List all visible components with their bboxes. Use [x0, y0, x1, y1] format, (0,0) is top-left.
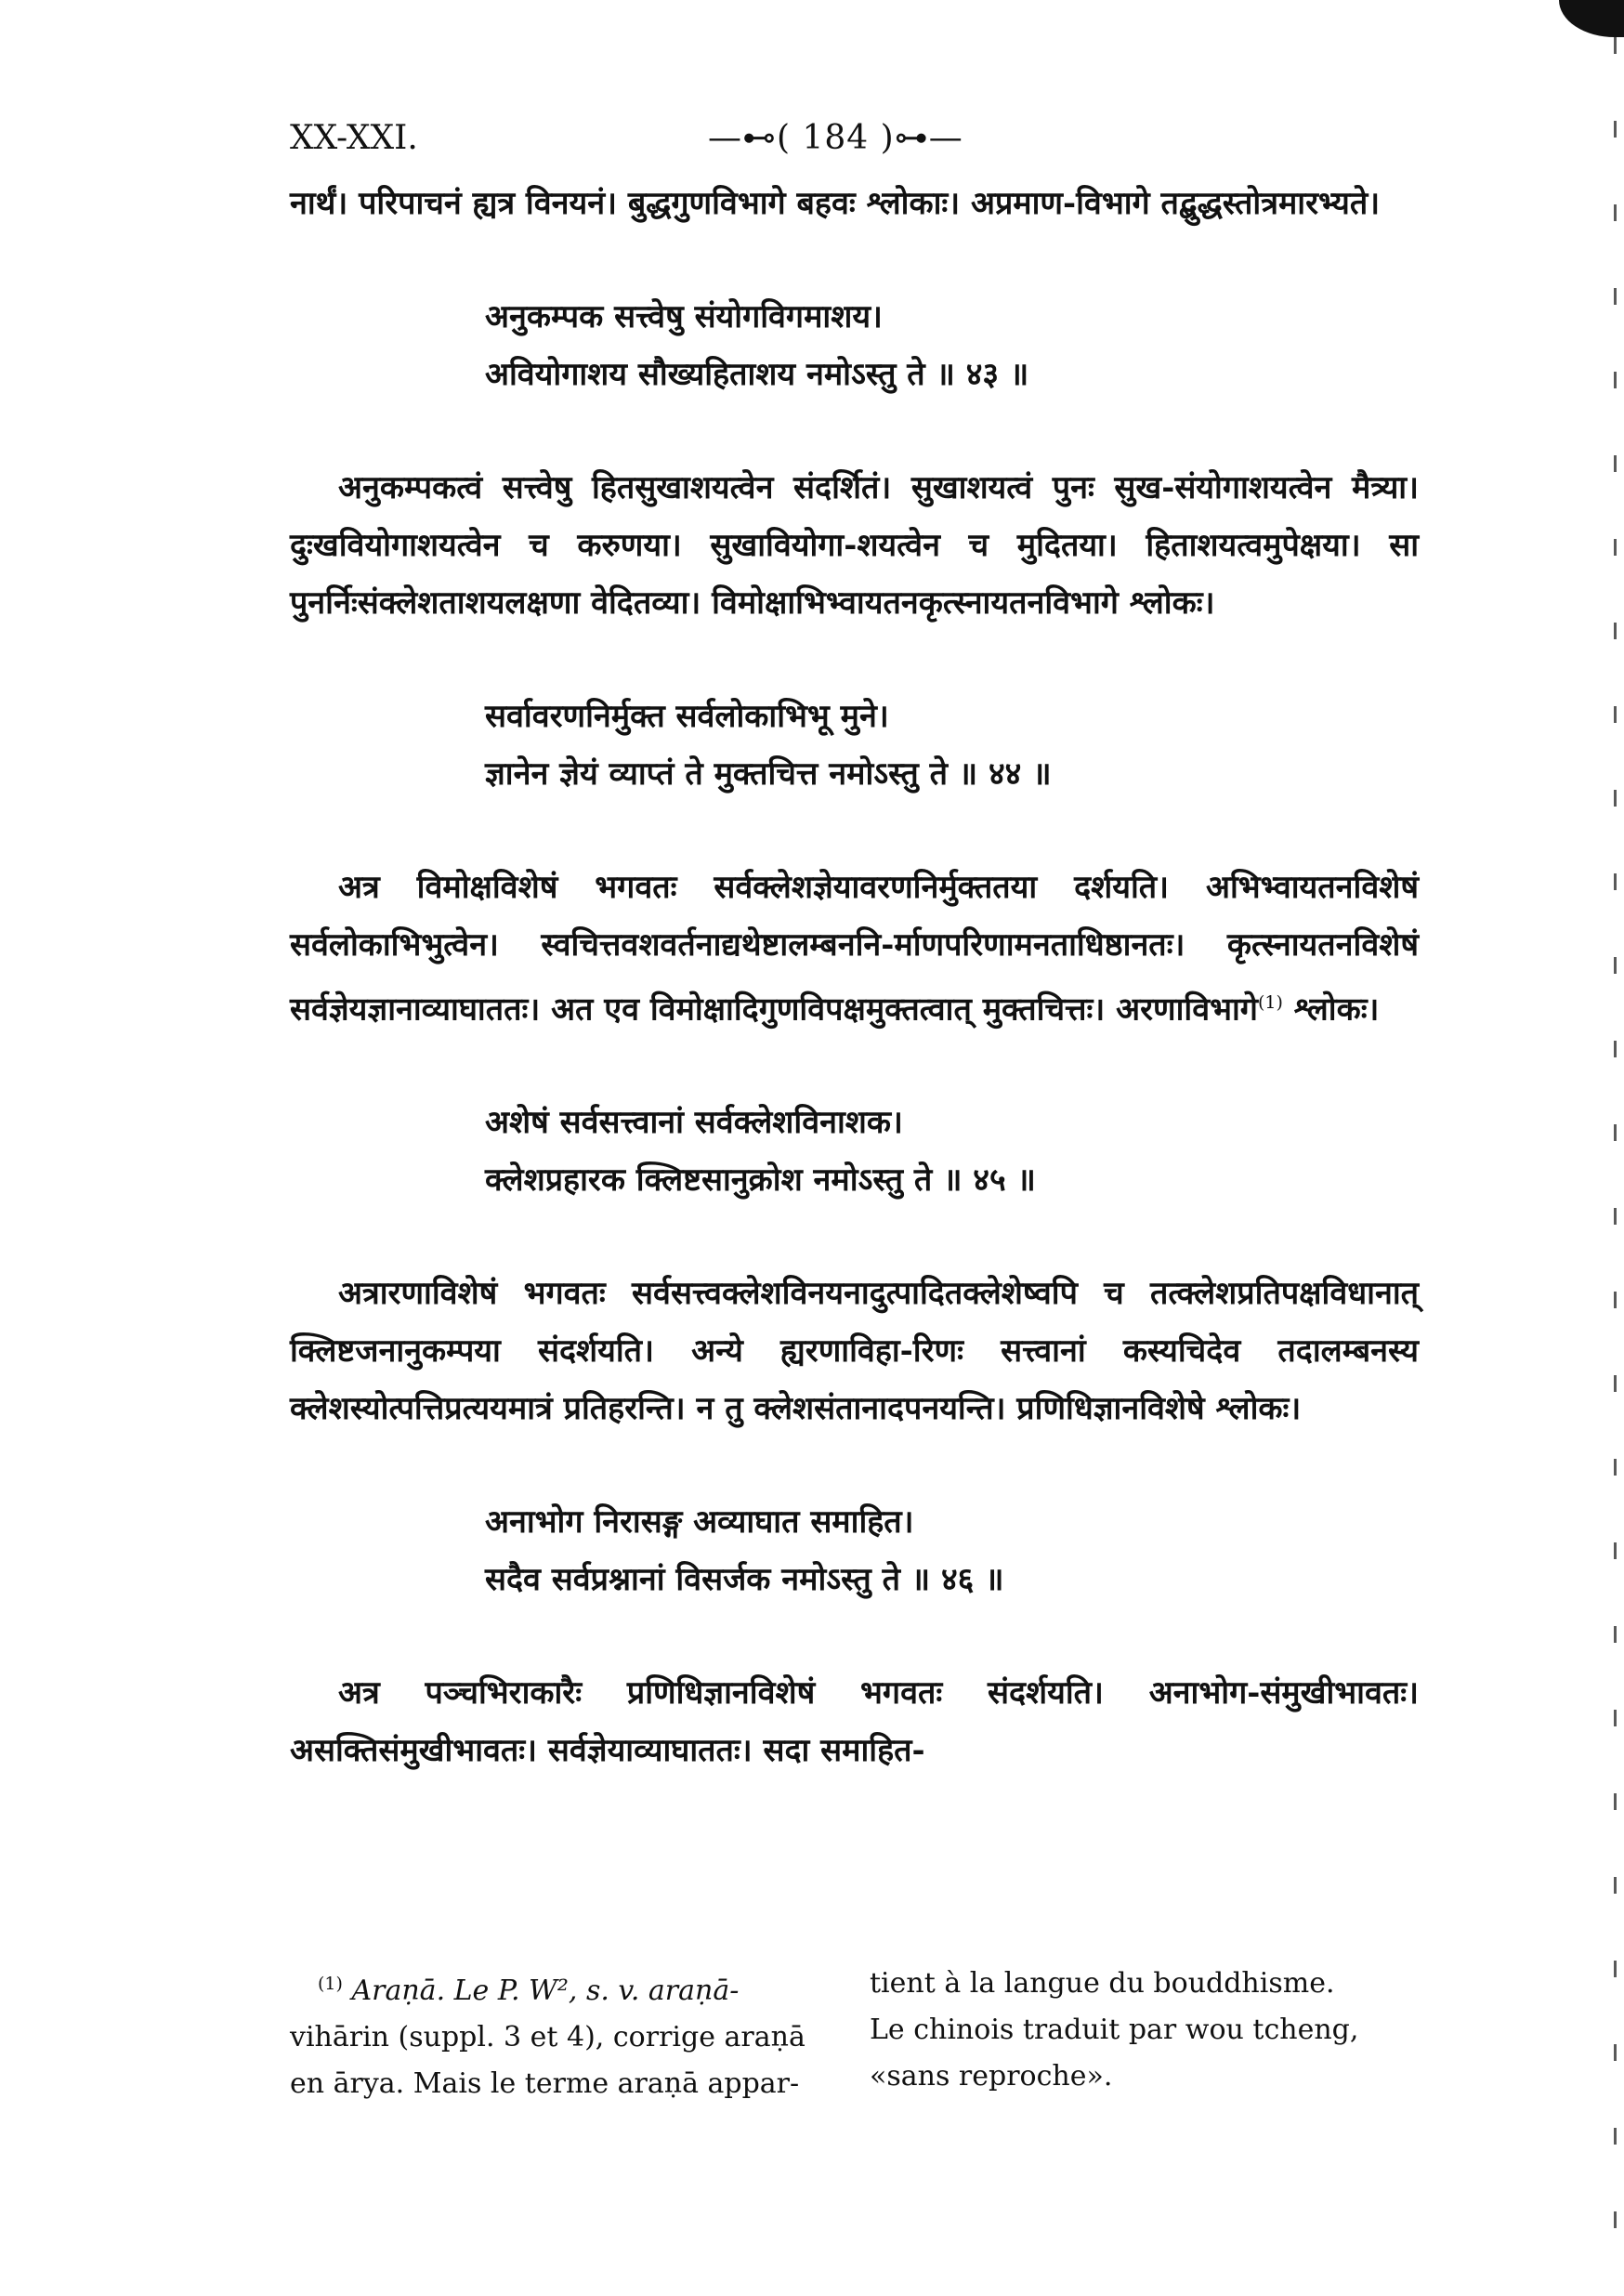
footnote-column-right [870, 1961, 1390, 2100]
verse-stanza [485, 1094, 1419, 1209]
prose-paragraph [290, 459, 1419, 632]
verse-line: अनुकम्पक सत्त्वेषु संयोगविगमाशय। [485, 298, 883, 335]
footnote-column-left [290, 1961, 810, 2107]
verse-line: अशेषं सर्वसत्त्वानां सर्वक्लेशविनाशक। [485, 1104, 903, 1142]
body-text [290, 175, 1419, 1779]
footnote-marker: (1) [318, 1974, 343, 1994]
footnote-line: «sans reproche». [870, 2060, 1113, 2093]
prose-paragraph [290, 859, 1419, 1038]
verse-line: अनाभोग निरासङ्ग अव्याघात समाहित। [485, 1503, 914, 1542]
verse-line: सर्वावरणनिर्मुक्त सर्वलोकाभिभू मुने। [485, 698, 889, 735]
paragraph-text: नार्थं। परिपाचनं ह्यत्र विनयनं। बुद्धगुणविभागे बहवः श्लोकाः। अप्रमाण-विभागे तद्बुद्धस्तोत्रमारभ्यते। [290, 185, 1381, 222]
page-edge-line [1614, 37, 1617, 2249]
prose-paragraph [290, 1265, 1419, 1437]
page-number: —⊷( 184 )⊶— [708, 119, 963, 157]
footnote-line: tient à la langue du bouddhisme. [870, 1967, 1335, 2000]
footnote-reference: (1) [1257, 992, 1283, 1013]
footnote-first-line: Araṇā. Le P. W², s. v. araṇā- [351, 1975, 740, 2007]
paragraph-text: अत्रारणाविशेषं भगवतः सर्वसत्त्वक्लेशविनयनादुत्पादितक्लेशेष्वपि च तत्क्लेशप्रतिपक्षविधानात् क्लिष्टजनानुकम्पया संदर्शयति। अन्ये ह्यरणाविहा-रिणः सत्त्वानां कस्यचिदेव तदालम्बनस्य क्लेशस्योत्पत्तिप्रत्ययमात्रं प्रतिहरन्ति। न तु क्लेशसंतानादपनयन्ति। प्रणिधिज्ञानविशेषे श्लोकः। [290, 1275, 1419, 1428]
verse-line: सदैव सर्वप्रश्नानां विसर्जक नमोऽस्तु ते ॥ ४६ ॥ [485, 1561, 1004, 1599]
section-reference: XX-XXI. [290, 119, 418, 157]
page-corner-mark [1559, 0, 1624, 37]
running-head [290, 119, 1419, 175]
verse-stanza [485, 1493, 1419, 1608]
paragraph-text: अत्र पञ्चभिराकारैः प्रणिधिज्ञानविशेषं भगवतः संदर्शयति। अनाभोग-संमुखीभावतः। असक्तिसंमुखीभावतः। सर्वज्ञेयाव्याघाततः। सदा समाहित- [290, 1674, 1419, 1770]
prose-paragraph [290, 1664, 1419, 1779]
footnote-line [290, 1961, 810, 2014]
paragraph-text-after-ref: श्लोकः। [1282, 991, 1380, 1029]
verse-line: क्लेशप्रहारक क्लिष्टसानुक्रोश नमोऽस्तु ते ॥ ४५ ॥ [485, 1161, 1036, 1200]
paragraph-text: अनुकम्पकत्वं सत्त्वेषु हितसुखाशयत्वेन संदर्शितं। सुखाशयत्वं पुनः सुख-संयोगाशयत्वेन मैत्र्या। दुःखवियोगाशयत्वेन च करुणया। सुखावियोगा-शयत्वेन च मुदितया। हिताशयत्वमुपेक्षया। सा पुनर्निःसंक्लेशताशयलक्षणा वेदितव्या। विमोक्षाभिभ्वायतनकृत्स्नायतनविभागे श्लोकः। [290, 469, 1419, 622]
verse-stanza [485, 288, 1419, 403]
verse-stanza [485, 688, 1419, 803]
paragraph-text: अत्र विमोक्षविशेषं भगवतः सर्वक्लेशज्ञेयावरणनिर्मुक्ततया दर्शयति। अभिभ्वायतनविशेषं सर्वलोकाभिभुत्वेन। स्वचित्तवशवर्तनाद्यथेष्टालम्बननि-र्माणपरिणामनताधिष्ठानतः। कृत्स्नायतनविशेषं सर्वज्ञेयज्ञानाव्याघाततः। अत एव विमोक्षादिगुणविपक्षमुक्तत्वात् मुक्तचित्तः। अरणाविभागे [290, 869, 1419, 1029]
footnote-line: vihārin (suppl. 3 et 4), corrige araṇā [290, 2021, 805, 2053]
footnote-line: Le chinois traduit par wou tcheng, [870, 2014, 1359, 2046]
document-page [290, 119, 1419, 1779]
verse-line: ज्ञानेन ज्ञेयं व्याप्तं ते मुक्तचित्त नमोऽस्तु ते ॥ ४४ ॥ [485, 755, 1052, 793]
prose-paragraph [290, 175, 1419, 232]
verse-line: अवियोगाशय सौख्यहिताशय नमोऽस्तु ते ॥ ४३ ॥ [485, 356, 1029, 393]
footnote-line: en ārya. Mais le terme araṇā appar- [290, 2067, 800, 2100]
